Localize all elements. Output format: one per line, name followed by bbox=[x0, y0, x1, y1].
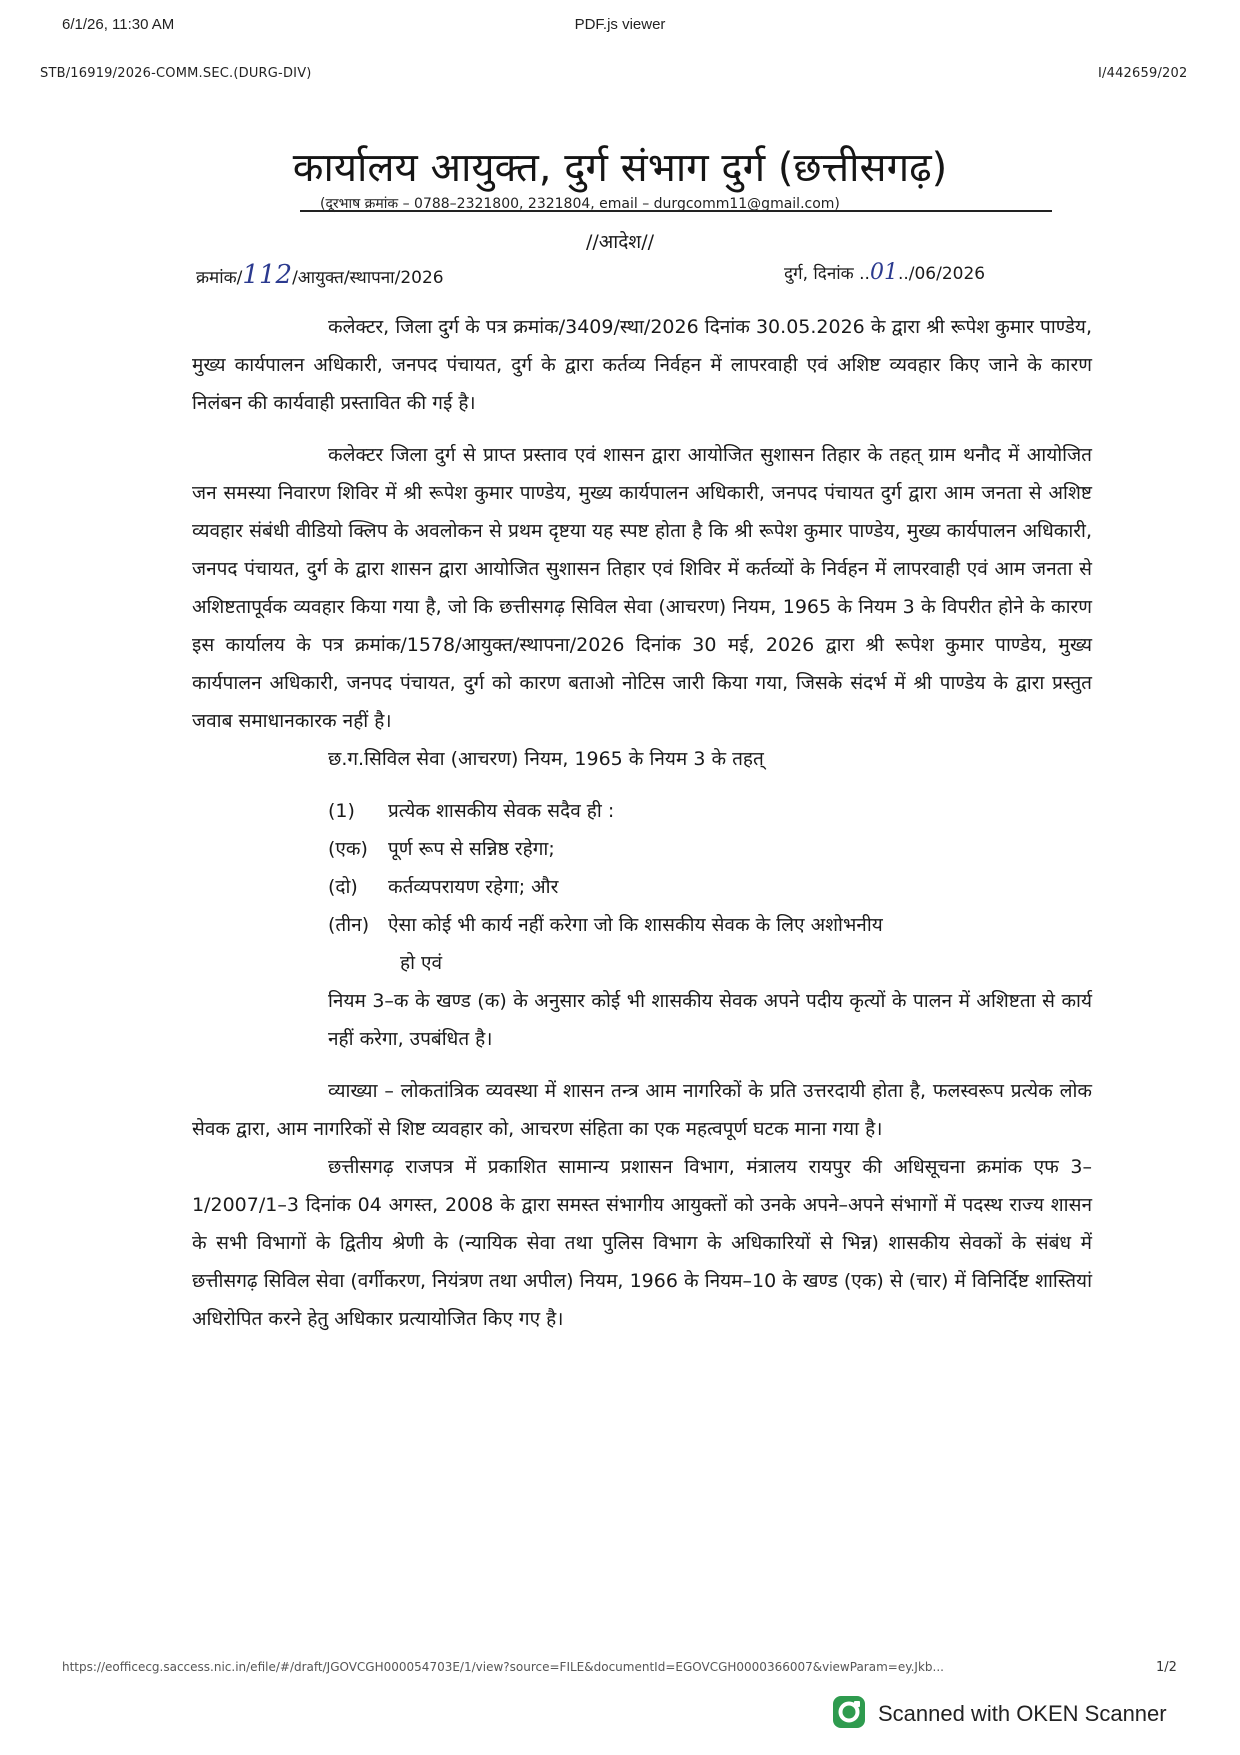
print-title: PDF.js viewer bbox=[574, 16, 666, 33]
scanner-label: Scanned with OKEN Scanner bbox=[878, 1701, 1167, 1726]
rule-item-num: (एक) bbox=[328, 838, 368, 860]
rule-item-continuation: हो एवं bbox=[400, 952, 443, 974]
order-label: //आदेश// bbox=[585, 231, 655, 253]
order-date-prefix: दुर्ग, दिनांक .. bbox=[784, 264, 870, 284]
office-heading: कार्यालय आयुक्त, दुर्ग संभाग दुर्ग (छत्तीसगढ़) bbox=[292, 145, 948, 191]
order-date bbox=[784, 260, 985, 285]
rule-item-text: ऐसा कोई भी कार्य नहीं करेगा जो कि शासकीय सेवक के लिए अशोभनीय bbox=[388, 914, 883, 936]
rule-item bbox=[192, 830, 1092, 868]
rule-item-text: कर्तव्यपरायण रहेगा; और bbox=[388, 876, 559, 898]
rule-3k-text: नियम 3–क के खण्ड (क) के अनुसार कोई भी शासकीय सेवक अपने पदीय कृत्यों के पालन में अशिष्टता से कार्य नहीं करेगा, उपबंधित है। bbox=[328, 990, 1092, 1050]
doc-ref-right: I/442659/202 bbox=[1098, 66, 1188, 81]
paragraph-explanation: व्याख्या – लोकतांत्रिक व्यवस्था में शासन तन्त्र आम नागरिकों के प्रति उत्तरदायी होता है, फलस्वरूप प्रत्येक लोक सेवक द्वारा, आम नागरिकों से शिष्ट व्यवहार को, आचरण संहिता का एक महत्वपूर्ण घटक माना गया है। bbox=[192, 1080, 1092, 1140]
scanner-watermark bbox=[832, 1695, 1167, 1733]
rule-intro: छ.ग.सिविल सेवा (आचरण) नियम, 1965 के नियम 3 के तहत् bbox=[328, 748, 764, 770]
office-contact: (दूरभाष क्रमांक – 0788–2321800, 2321804, email – durgcomm11@gmail.com) bbox=[320, 196, 840, 212]
paragraph-collector-letter: कलेक्टर, जिला दुर्ग के पत्र क्रमांक/3409/स्था/2026 दिनांक 30.05.2026 के द्वारा श्री रूपेश कुमार पाण्डेय, मुख्य कार्यपालन अधिकारी, जनपद पंचायत, दुर्ग के द्वारा कर्तव्य निर्वहन में लापरवाही एवं अशिष्ट व्यवहार किए जाने के कारण निलंबन की कार्यवाही प्रस्तावित की गई है। bbox=[192, 316, 1092, 414]
order-number-prefix: क्रमांक/ bbox=[196, 268, 243, 288]
rule-item-text: प्रत्येक शासकीय सेवक सदैव ही : bbox=[388, 800, 615, 822]
letterhead-rule bbox=[300, 210, 1052, 212]
page-number: 1/2 bbox=[1156, 1660, 1177, 1675]
paragraph-show-cause: कलेक्टर जिला दुर्ग से प्राप्त प्रस्ताव एवं शासन द्वारा आयोजित सुशासन तिहार के तहत् ग्राम थनौद में आयोजित जन समस्या निवारण शिविर में श्री रूपेश कुमार पाण्डेय, मुख्य कार्यपालन अधिकारी, जनपद पंचायत दुर्ग द्वारा आम जनता से अशिष्ट व्यवहार संबंधी वीडियो क्लिप के अवलोकन से प्रथम दृष्टया यह स्पष्ट होता है कि श्री रूपेश कुमार पाण्डेय, मुख्य कार्यपालन अधिकारी, जनपद पंचायत, दुर्ग के द्वारा शासन द्वारा आयोजित सुशासन तिहार एवं शिविर में कर्तव्यों के निर्वहन में लापरवाही एवं आम जनता से अशिष्टतापूर्वक व्यवहार किया गया है, जो कि छत्तीसगढ़ सिविल सेवा (आचरण) नियम, 1965 के नियम 3 के विपरीत होने के कारण इस कार्यालय के पत्र क्रमांक/1578/आयुक्त/स्थापना/2026 दिनांक 30 मई, 2026 द्वारा श्री रूपेश कुमार पाण्डेय, मुख्य कार्यपालन अधिकारी, जनपद पंचायत, दुर्ग को कारण बताओ नोटिस जारी किया गया, जिसके संदर्भ में श्री पाण्डेय के द्वारा प्रस्तुत जवाब समाधानकारक नहीं है। bbox=[192, 444, 1092, 732]
doc-ref-left: STB/16919/2026-COMM.SEC.(DURG-DIV) bbox=[40, 66, 312, 81]
order-date-suffix: ../06/2026 bbox=[897, 264, 986, 284]
order-number-suffix: /आयुक्त/स्थापना/2026 bbox=[292, 268, 444, 288]
order-number bbox=[196, 260, 444, 290]
rule-item bbox=[192, 792, 1092, 830]
rule-item-num: (दो) bbox=[328, 876, 358, 898]
order-number-handwritten: 112 bbox=[242, 260, 293, 290]
rule-item bbox=[192, 906, 1092, 944]
rule-item-text: पूर्ण रूप से सन्निष्ठ रहेगा; bbox=[388, 838, 555, 860]
order-body bbox=[192, 308, 1092, 1338]
order-date-handwritten: 01 bbox=[869, 260, 898, 285]
rule-item-num: (तीन) bbox=[328, 914, 370, 936]
paragraph-notification: छत्तीसगढ़ राजपत्र में प्रकाशित सामान्य प्रशासन विभाग, मंत्रालय रायपुर की अधिसूचना क्रमांक एफ 3–1/2007/1–3 दिनांक 04 अगस्त, 2008 के द्वारा समस्त संभागीय आयुक्तों को उनके अपने–अपने संभागों में पदस्थ राज्य शासन के सभी विभागों के द्वितीय श्रेणी के (न्यायिक सेवा तथा पुलिस विभाग के अधिकारियों से भिन्न) शासकीय सेवकों के संबंध में छत्तीसगढ़ सिविल सेवा (वर्गीकरण, नियंत्रण तथा अपील) नियम, 1966 के नियम–10 के खण्ड (एक) से (चार) में विनिर्दिष्ट शास्तियां अधिरोपित करने हेतु अधिकार प्रत्यायोजित किए गए है। bbox=[192, 1156, 1092, 1330]
rule-item bbox=[192, 868, 1092, 906]
rule-item-num: (1) bbox=[328, 800, 355, 822]
scanner-logo-icon bbox=[832, 1695, 866, 1733]
page-url: https://eofficecg.saccess.nic.in/efile/#/draft/JGOVCGH000054703E/1/view?source=FILE&documentId=EGOVCGH0000366007&viewParam=ey.Jkb... bbox=[62, 1660, 944, 1674]
print-timestamp: 6/1/26, 11:30 AM bbox=[62, 16, 175, 33]
